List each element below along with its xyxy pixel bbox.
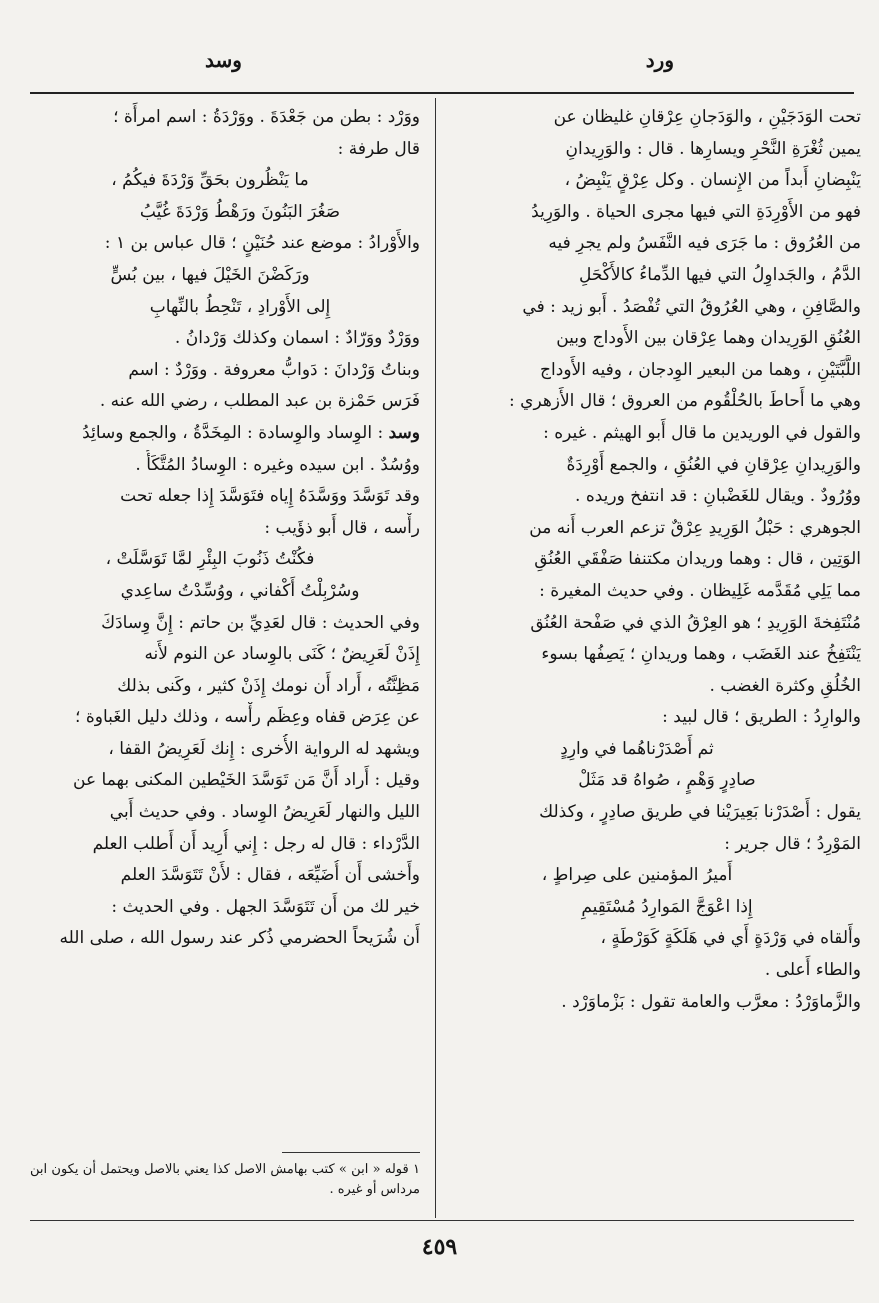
text-line: ووُسُدٌ . ابن سيده وغيره : الوِسادُ المُتَّكَأُ .: [135, 454, 420, 475]
text-line: مما يَلِي مُقَدَّمه غَلِيظان . وفي حديث المغيرة :: [539, 580, 861, 601]
verse-line: ما يَنْظُرون بحَقِّ وَرْدَةَ فيكُمُ ،: [111, 170, 309, 191]
footnote-rule: [282, 1152, 420, 1153]
text-line: ووَرْد : بطن من جَعْدَةَ . ووَرْدَةُ : اسم امرأَة ؛: [113, 107, 420, 127]
text-line: ووَرْدٌ ووَرّادٌ : اسمان وكذلك وَرْدانُ .: [174, 328, 420, 349]
text-line: وبناتُ وَرْدانَ : دَوابُّ معروفة . ووَرْدٌ : اسم: [128, 359, 420, 380]
text-line: والوارِدُ : الطريق ؛ قال لبيد :: [662, 707, 861, 728]
text-line: من العُرُوق : ما جَرَى فيه النَّفَسُ ولم يجرِ فيه: [548, 233, 861, 254]
text-line: ووُرُودٌ . ويقال للغَضْبانِ : قد انتفخ وريده .: [575, 486, 861, 507]
verse-line: وسُرْبِلْتُ أَكْفاني ، ووُسِّدْتُ ساعِدي: [120, 580, 360, 601]
entry-heading-line: وسد : الوِساد والوِسادة : المِخَدَّةُ ، والجمع وسائِدُ: [82, 422, 420, 443]
text-line: مُنْتَفِخةَ الوَرِيدِ ؛ هو العِرْقُ الذي في صَفْحة العُنُق: [530, 612, 861, 633]
text-line: والصَّافِنِ ، وهي العُرُوقُ التي تُفْصَدُ . أَبو زيد : في: [522, 296, 861, 317]
text-line: والوَرِيدانِ عِرْقانِ في العُنُقِ ، والجمع أَوْرِدَةٌ: [566, 454, 861, 475]
text-line: الجوهري : حَبْلُ الوَرِيدِ عِرْقٌ تزعم العرب أَنه من: [529, 517, 861, 538]
text-line: تحت الوَدَجَيْنِ ، والوَدَجانِ عِرْقانِ غليظان عن: [553, 107, 861, 127]
footnote: ١ قوله « ابن » كتب بهامش الاصل كذا يعني بالاصل ويحتمل أن يكون ابن مرداس أو غيره .: [30, 1162, 420, 1197]
text-line: قال طرفة :: [337, 138, 420, 159]
verse-line: إِذا اعْوَجَّ المَوارِدُ مُسْتَقِيمِ: [581, 896, 753, 917]
text-line: عن عِرَض قفاه وعِظَم رأْسه ، وذلك دليل الغَباوة ؛: [75, 707, 420, 728]
verse-line: أَميرُ المؤمنين على صِراطٍ ،: [541, 865, 733, 886]
text-line: يقول : أَصْدَرْنا بَعِيرَيْنا في طريق صادِرٍ ، وكذلك: [539, 802, 861, 823]
text-line: والأَوْرادُ : موضع عند حُنَيْنٍ ؛ قال عباس بن ١ :: [104, 233, 420, 254]
text-line: الوَتِين ، قال : وهما وريدان مكتنفا صَفْقَي العُنُقِ: [534, 549, 861, 570]
text-line: وفي الحديث : قال لعَدِيِّ بن حاتم : إِنَّ وِسادَكَ: [101, 612, 420, 633]
text-line: العُنُقِ الوَرِيدان وهما عِرْقان بين الأَوداج وبين: [556, 328, 861, 349]
header-right-word: ورد: [645, 48, 674, 72]
text-line: وقيل : أَراد أَنَّ مَن تَوَسَّدَ الخَيْطين المكنى بهما عن: [73, 770, 420, 791]
text-line: اللَّبَّتَيْنِ ، وهما من البعير الوِدجان ، وفيه الأَوداج: [540, 359, 861, 380]
text-line: يَنْتَفِخُ عند الغَضَب ، وهما وريدانِ ؛ يَصِفُها بسوء: [541, 644, 861, 665]
left-column: [30, 102, 420, 1210]
verse-line: ثم أَصْدَرْناهُما في وارِدٍ: [560, 738, 714, 759]
text-line: يمين ثُغْرَةِ النَّحْرِ ويسارِها . قال : والوَرِيدانِ: [565, 138, 861, 159]
text-line: ويشهد له الرواية الأُخرى : إِنك لَعَرِيضُ القفا ،: [108, 738, 420, 759]
entry-headword: وسد: [388, 422, 420, 443]
text-line: الخُلُقِ وكثرة الغضب .: [709, 675, 861, 696]
verse-line: إِلى الأَوْرادِ ، تَنْحِطُ بالنِّهابِ: [149, 296, 331, 317]
text-line: خير لك من أَن تَتَوَسَّدَ الجهل . وفي الحديث :: [111, 896, 420, 917]
verse-line: فكُنْتُ ذَنُوبَ البِئْرِ لمَّا تَوَسَّلَتْ ،: [105, 549, 315, 570]
page-number: ٤٥٩: [421, 1234, 458, 1260]
text-line: وهي ما أَحاطَ بالحُلْقُوم من العروق ؛ قال الأَزهري :: [509, 391, 861, 412]
text-line: إِذَنْ لَعَرِيضٌ ؛ كَنَى بالوِساد عن النوم لأَنه: [144, 644, 420, 665]
verse-line: ورَكَضْنَ الخَيْلَ فيها ، بين بُسٍّ: [110, 264, 310, 285]
verse-line: صادِرٍ وَهْمٍ ، صُواهُ قد مَثَلْ: [578, 770, 756, 791]
text-line: المَوْرِدُ ؛ قال جرير :: [724, 833, 861, 854]
text-line: أَن شُرَيحاً الحضرمي ذُكر عند رسول الله ، صلى الله: [59, 928, 420, 949]
text-line: فَرَس حَمْزة بن عبد المطلب ، رضي الله عنه .: [99, 391, 420, 412]
text-line: فهو من الأَوْرِدَةِ التي فيها مجرى الحياة . والوَرِيدُ: [531, 201, 861, 222]
verse-line: صَغُرَ البَنُونَ ورَهْطُ وَرْدَةَ غُيَّبُ: [139, 201, 341, 222]
text-line: الليل والنهار لَعَرِيضُ الوِساد . وفي حديث أَبي: [109, 802, 420, 823]
text-line: وقد تَوَسَّدَ ووَسَّدَهُ إِياه فتَوَسَّدَ إِذا جعله تحت: [120, 486, 420, 507]
text-line: وأَلقاه في وَرْدَةٍ أَي في هَلَكَةٍ كَوَرْطَةٍ ،: [600, 928, 861, 949]
text-line: والزَّماوَرْدُ : معرَّب والعامة تقول : بَزْماوَرْد .: [561, 991, 861, 1012]
text-line: والطاء أَعلى .: [764, 960, 861, 981]
column-divider: [435, 98, 436, 1218]
bottom-rule: [30, 1220, 854, 1221]
page-header: [0, 48, 879, 82]
text-line: رأْسه ، قال أَبو ذؤَيب :: [264, 517, 420, 538]
text-line: مَظِنَّتُه ، أَراد أَن نومك إِذَنْ كثير ، وكَنى بذلك: [117, 675, 420, 696]
header-left-word: وسد: [205, 48, 242, 72]
text-line: الدَّمُ ، والجَداوِلُ التي فيها الدِّماءُ كالأَكْحَلِ: [578, 264, 861, 285]
text-line: وأَخشى أَن أُضَيِّعَه ، فقال : لأَنْ تَتَوَسَّدَ العلم: [120, 865, 420, 886]
text-line: والقول في الوريدين ما قال أَبو الهيثم . غيره :: [543, 422, 861, 443]
text-line: الدَّرْداء : قال له رجل : إِني أُرِيد أَن أَطلب العلم: [92, 833, 420, 854]
text-line: يَنْبِضانِ أَبداً من الإِنسان . وكل عِرْقٍ يَنْبِضُ ،: [564, 170, 861, 191]
right-column: [443, 102, 861, 1210]
header-rule: [30, 92, 854, 94]
